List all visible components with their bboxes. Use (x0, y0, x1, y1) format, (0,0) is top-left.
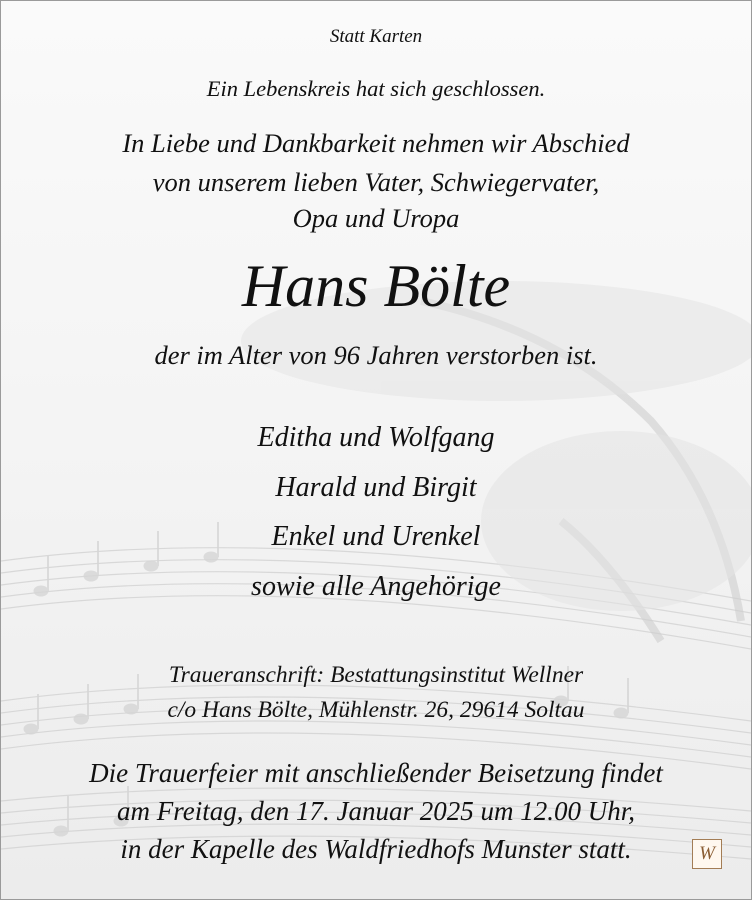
deceased-name: Hans Bölte (241, 253, 511, 319)
farewell-line: In Liebe und Dankbarkeit nehmen wir Abschied (122, 128, 630, 158)
mourner-line: Editha und Wolfgang (257, 422, 495, 453)
funeral-line: Die Trauerfeier mit anschließender Beisetzung findet (89, 758, 663, 788)
mourner-line: sowie alle Angehörige (251, 571, 501, 602)
address-line: Traueranschrift: Bestattungsinstitut Wellner (168, 662, 584, 688)
mourner-line: Enkel und Urenkel (271, 521, 481, 552)
funeral-line: am Freitag, den 17. Januar 2025 um 12.00 Uhr, (117, 796, 635, 826)
mourner-line: Harald und Birgit (275, 472, 477, 503)
funeral-line: in der Kapelle des Waldfriedhofs Munster statt. (120, 834, 632, 864)
address-line: c/o Hans Bölte, Mühlenstr. 26, 29614 Soltau (167, 697, 585, 723)
age-line: der im Alter von 96 Jahren verstorben ist. (154, 340, 598, 370)
headline: Statt Karten (329, 26, 423, 47)
farewell-line: Opa und Uropa (292, 203, 460, 233)
farewell-line: von unserem lieben Vater, Schwiegervater, (152, 167, 600, 197)
funeral-home-logo: W (692, 839, 722, 869)
intro-line: Ein Lebenskreis hat sich geschlossen. (206, 76, 546, 101)
